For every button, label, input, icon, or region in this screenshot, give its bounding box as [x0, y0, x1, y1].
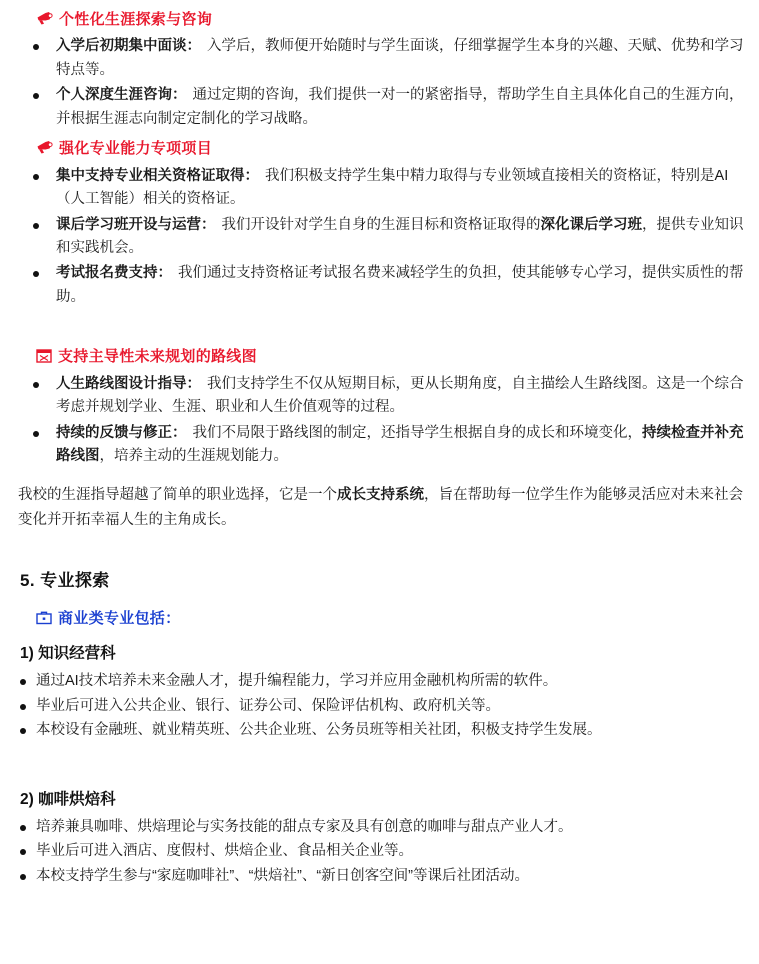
list-item-text-2: ，提供专业知识和实践机会。: [56, 216, 744, 256]
section-heading-professional-ability: [36, 137, 745, 161]
list-item-text: 培养兼具咖啡、烘焙理论与实务技能的甜点专家及具有创意的咖啡与甜点产业人才。: [36, 818, 573, 835]
chapter-number: 5.: [20, 571, 35, 591]
list-item: [14, 695, 745, 718]
major-heading-2: [20, 787, 745, 812]
summary-post: ，旨在帮助每一位学生作为能够灵活应对未来社会变化并开拓幸福人生的主角成长。: [18, 486, 743, 529]
major-number: 1): [20, 645, 34, 663]
summary-paragraph: [14, 483, 745, 534]
list-item-text: 通过AI技术培养未来金融人才，提升编程能力，学习并应用金融机构所需的软件。: [36, 673, 558, 690]
spacer: [14, 315, 745, 343]
list-item: [14, 816, 745, 839]
calendar-icon: [36, 348, 52, 363]
list-item-text: 通过定期的咨询，我们提供一对一的紧密指导，帮助学生自主具体化自己的生涯方向，并根据生涯志向制定定制化的学习战略。: [56, 87, 744, 127]
list-item-lead: 个人深度生涯咨询：: [56, 87, 187, 104]
major-number: 2): [20, 790, 34, 808]
list-item-text: 我们支持学生不仅从短期目标，更从长期角度，自主描绘人生路线图。这是一个综合考虑并规划学业、生涯、职业和人生价值观等的过程。: [56, 375, 744, 416]
summary-bold: 成长支持系统: [337, 486, 424, 503]
section-heading-future-roadmap: [36, 345, 745, 369]
list-item-bold-tail: 持续检查并补充路线图: [56, 424, 744, 465]
megaphone-icon: [36, 11, 53, 26]
list-item: [14, 214, 745, 261]
list-item: [14, 165, 745, 212]
list-item-lead: 入学后初期集中面谈：: [56, 38, 201, 55]
list-item: [14, 84, 745, 131]
briefcase-icon: [36, 610, 52, 625]
list-item: [14, 422, 745, 469]
section-title: 强化专业能力专项项目: [59, 140, 213, 158]
section-title: 个性化生涯探索与咨询: [59, 11, 213, 28]
section-title: 商业类专业包括：: [58, 609, 181, 627]
list-item: [14, 262, 745, 309]
list-item-lead: 持续的反馈与修正：: [56, 424, 187, 441]
list-item-text: 本校支持学生参与“家庭咖啡社”、“烘焙社”、“新日创客空间”等课后社团活动。: [36, 867, 529, 884]
section-heading-career-exploration: [36, 8, 745, 32]
section-heading-business-majors: [36, 607, 745, 631]
spacer: [14, 749, 745, 777]
list-item-text: 本校设有金融班、就业精英班、公共企业班、公务员班等相关社团，积极支持学生发展。: [36, 722, 602, 739]
list-item: [14, 670, 745, 693]
list-item-lead: 集中支持专业相关资格证取得：: [56, 167, 259, 184]
list-item: [14, 373, 745, 420]
megaphone-icon: [36, 140, 53, 155]
list-item-text: 毕业后可进入公共企业、银行、证券公司、保险评估机构、政府机关等。: [36, 697, 500, 714]
bullet-list-major-2: [14, 816, 745, 888]
list-item-text: 我们开设针对学生自身的生涯目标和资格证取得的: [221, 216, 541, 233]
major-heading-1: [20, 641, 745, 666]
chapter-heading: [20, 567, 745, 595]
section-title: 支持主导性未来规划的路线图: [58, 348, 257, 366]
list-item-lead: 课后学习班开设与运营：: [56, 216, 216, 233]
list-item-text: 毕业后可进入酒店、度假村、烘焙企业、食品相关企业等。: [36, 843, 413, 860]
list-item-text: 我们不局限于路线图的制定，还指导学生根据自身的成长和环境变化，: [192, 424, 643, 441]
list-item-text: 我们积极支持学生集中精力取得与专业领域直接相关的资格证，特别是AI（人工智能）相关的资格证。: [56, 167, 729, 208]
major-name: 知识经营科: [38, 645, 116, 663]
bullet-list-professional-ability: [14, 165, 745, 310]
bullet-list-future-roadmap: [14, 373, 745, 469]
list-item: [14, 865, 745, 888]
list-item: [14, 719, 745, 742]
list-item-lead: 人生路线图设计指导：: [56, 375, 201, 392]
bullet-list-career-exploration: [14, 35, 745, 131]
list-item: [14, 840, 745, 863]
list-item-text: 我们通过支持资格证考试报名费来减轻学生的负担，使其能够专心学习，提供实质性的帮助。: [56, 265, 744, 305]
list-item-text: 入学后，教师便开始随时与学生面谈，仔细掌握学生本身的兴趣、天赋、优势和学习特点等。: [56, 38, 744, 78]
list-item-lead: 考试报名费支持：: [56, 265, 172, 282]
summary-pre: 我校的生涯指导超越了简单的职业选择，它是一个: [18, 486, 337, 503]
list-item-bold-tail: 深化课后学习班: [540, 216, 643, 233]
chapter-title: 专业探索: [40, 571, 110, 591]
list-item: [14, 35, 745, 82]
list-item-text-2: ，培养主动的生涯规划能力。: [99, 448, 288, 465]
major-name: 咖啡烘焙科: [38, 790, 116, 808]
bullet-list-major-1: [14, 670, 745, 742]
